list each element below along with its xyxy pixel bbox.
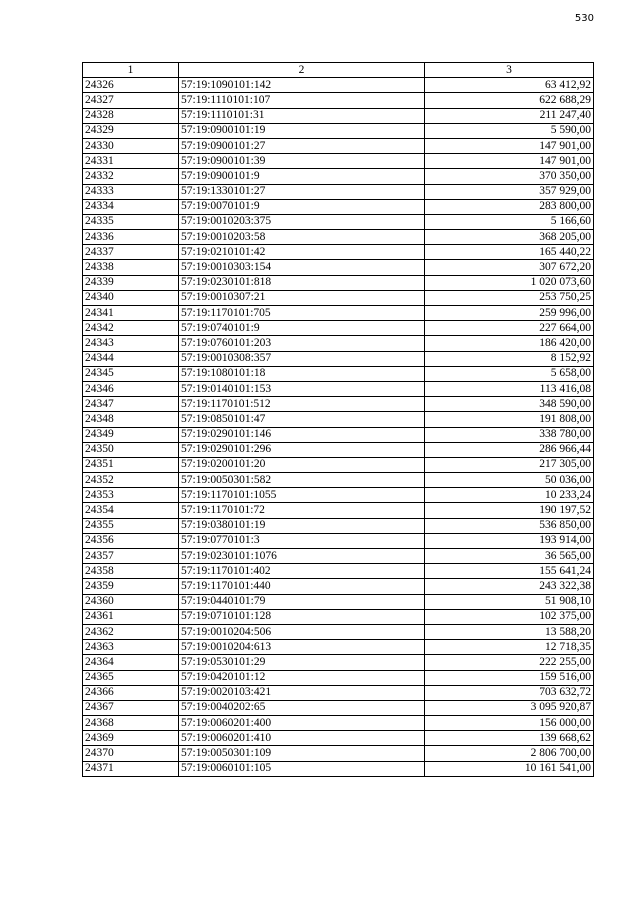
cadastral-value: 370 350,00 [425, 169, 594, 184]
cadastral-number: 57:19:0040202:65 [179, 700, 425, 715]
cadastral-number: 57:19:0210101:42 [179, 245, 425, 260]
cadastral-number: 57:19:0440101:79 [179, 594, 425, 609]
cadastral-value: 191 808,00 [425, 412, 594, 427]
row-number: 24340 [83, 290, 179, 305]
cadastral-value: 113 416,08 [425, 381, 594, 396]
table-row [83, 700, 594, 715]
row-number: 24342 [83, 321, 179, 336]
table-body [83, 78, 594, 777]
table-row [83, 138, 594, 153]
page-number: 530 [574, 13, 594, 24]
cadastral-value: 283 800,00 [425, 199, 594, 214]
table-row [83, 640, 594, 655]
row-number: 24348 [83, 412, 179, 427]
cadastral-value: 368 205,00 [425, 230, 594, 245]
table-row [83, 306, 594, 321]
table-row [83, 533, 594, 548]
cadastral-number: 57:19:1330101:27 [179, 184, 425, 199]
row-number: 24367 [83, 700, 179, 715]
cadastral-number: 57:19:1080101:18 [179, 366, 425, 381]
cadastral-value: 8 152,92 [425, 351, 594, 366]
table-row [83, 579, 594, 594]
cadastral-number: 57:19:1110101:107 [179, 93, 425, 108]
cadastral-value: 155 641,24 [425, 564, 594, 579]
column-header-2: 2 [179, 63, 425, 78]
table-row [83, 351, 594, 366]
row-number: 24356 [83, 533, 179, 548]
table-row [83, 746, 594, 761]
row-number: 24336 [83, 230, 179, 245]
row-number: 24339 [83, 275, 179, 290]
row-number: 24330 [83, 138, 179, 153]
cadastral-number: 57:19:0060201:400 [179, 716, 425, 731]
table-row [83, 427, 594, 442]
table-row [83, 290, 594, 305]
cadastral-value: 703 632,72 [425, 685, 594, 700]
table-row [83, 549, 594, 564]
table-row [83, 412, 594, 427]
row-number: 24333 [83, 184, 179, 199]
table-row [83, 78, 594, 93]
cadastral-number: 57:19:0010203:58 [179, 230, 425, 245]
cadastral-number: 57:19:1170101:1055 [179, 488, 425, 503]
cadastral-number: 57:19:0900101:9 [179, 169, 425, 184]
cadastral-number: 57:19:1170101:440 [179, 579, 425, 594]
table-row [83, 442, 594, 457]
cadastral-number: 57:19:0290101:146 [179, 427, 425, 442]
cadastral-number: 57:19:0850101:47 [179, 412, 425, 427]
cadastral-value: 5 658,00 [425, 366, 594, 381]
row-number: 24337 [83, 245, 179, 260]
table-row [83, 609, 594, 624]
table-row [83, 366, 594, 381]
table-row [83, 655, 594, 670]
row-number: 24362 [83, 624, 179, 639]
cadastral-number: 57:19:0530101:29 [179, 655, 425, 670]
cadastral-value: 12 718,35 [425, 640, 594, 655]
row-number: 24346 [83, 381, 179, 396]
row-number: 24326 [83, 78, 179, 93]
cadastral-value: 36 565,00 [425, 549, 594, 564]
cadastral-number: 57:19:0010204:613 [179, 640, 425, 655]
cadastral-number: 57:19:0060201:410 [179, 731, 425, 746]
table-row [83, 670, 594, 685]
cadastral-value: 13 588,20 [425, 624, 594, 639]
row-number: 24345 [83, 366, 179, 381]
table-row [83, 184, 594, 199]
cadastral-value: 259 996,00 [425, 306, 594, 321]
table-row [83, 731, 594, 746]
cadastral-number: 57:19:0760101:203 [179, 336, 425, 351]
row-number: 24370 [83, 746, 179, 761]
table-row [83, 685, 594, 700]
cadastral-value: 51 908,10 [425, 594, 594, 609]
row-number: 24327 [83, 93, 179, 108]
cadastral-value: 165 440,22 [425, 245, 594, 260]
column-header-1: 1 [83, 63, 179, 78]
table-row [83, 503, 594, 518]
cadastral-number: 57:19:0380101:19 [179, 518, 425, 533]
table-row [83, 230, 594, 245]
cadastral-number: 57:19:1110101:31 [179, 108, 425, 123]
row-number: 24352 [83, 473, 179, 488]
cadastral-number: 57:19:1090101:142 [179, 78, 425, 93]
table-row [83, 457, 594, 472]
cadastral-number: 57:19:1170101:402 [179, 564, 425, 579]
row-number: 24363 [83, 640, 179, 655]
cadastral-value: 243 322,38 [425, 579, 594, 594]
table-row [83, 488, 594, 503]
cadastral-value: 147 901,00 [425, 154, 594, 169]
table-row [83, 397, 594, 412]
cadastral-number: 57:19:0770101:3 [179, 533, 425, 548]
cadastral-value: 159 516,00 [425, 670, 594, 685]
cadastral-number: 57:19:0010308:357 [179, 351, 425, 366]
row-number: 24371 [83, 761, 179, 776]
row-number: 24359 [83, 579, 179, 594]
cadastral-number: 57:19:0050301:109 [179, 746, 425, 761]
cadastral-value: 193 914,00 [425, 533, 594, 548]
row-number: 24350 [83, 442, 179, 457]
cadastral-value: 338 780,00 [425, 427, 594, 442]
cadastral-value: 253 750,25 [425, 290, 594, 305]
table-row [83, 473, 594, 488]
cadastral-number: 57:19:0420101:12 [179, 670, 425, 685]
cadastral-value: 147 901,00 [425, 138, 594, 153]
cadastral-value: 10 233,24 [425, 488, 594, 503]
row-number: 24338 [83, 260, 179, 275]
table-row [83, 761, 594, 776]
registry-table [82, 62, 594, 777]
cadastral-value: 1 020 073,60 [425, 275, 594, 290]
row-number: 24334 [83, 199, 179, 214]
header-row [83, 63, 594, 78]
row-number: 24358 [83, 564, 179, 579]
cadastral-value: 186 420,00 [425, 336, 594, 351]
row-number: 24357 [83, 549, 179, 564]
row-number: 24343 [83, 336, 179, 351]
cadastral-value: 5 166,60 [425, 214, 594, 229]
table-row [83, 199, 594, 214]
table-row [83, 154, 594, 169]
cadastral-number: 57:19:0020103:421 [179, 685, 425, 700]
row-number: 24331 [83, 154, 179, 169]
cadastral-number: 57:19:1170101:72 [179, 503, 425, 518]
table-row [83, 381, 594, 396]
table-row [83, 214, 594, 229]
row-number: 24341 [83, 306, 179, 321]
cadastral-value: 5 590,00 [425, 123, 594, 138]
cadastral-number: 57:19:1170101:512 [179, 397, 425, 412]
table-row [83, 260, 594, 275]
row-number: 24355 [83, 518, 179, 533]
cadastral-number: 57:19:0050301:582 [179, 473, 425, 488]
cadastral-value: 190 197,52 [425, 503, 594, 518]
table-row [83, 275, 594, 290]
row-number: 24366 [83, 685, 179, 700]
cadastral-value: 102 375,00 [425, 609, 594, 624]
column-header-3: 3 [425, 63, 594, 78]
row-number: 24365 [83, 670, 179, 685]
cadastral-number: 57:19:0010203:375 [179, 214, 425, 229]
table-row [83, 564, 594, 579]
row-number: 24335 [83, 214, 179, 229]
cadastral-number: 57:19:0010204:506 [179, 624, 425, 639]
cadastral-value: 63 412,92 [425, 78, 594, 93]
cadastral-number: 57:19:0900101:19 [179, 123, 425, 138]
table-row [83, 716, 594, 731]
table-row [83, 169, 594, 184]
row-number: 24364 [83, 655, 179, 670]
cadastral-number: 57:19:0010303:154 [179, 260, 425, 275]
row-number: 24361 [83, 609, 179, 624]
cadastral-value: 50 036,00 [425, 473, 594, 488]
row-number: 24328 [83, 108, 179, 123]
row-number: 24360 [83, 594, 179, 609]
table-row [83, 624, 594, 639]
cadastral-number: 57:19:0140101:153 [179, 381, 425, 396]
cadastral-value: 286 966,44 [425, 442, 594, 457]
cadastral-number: 57:19:0900101:39 [179, 154, 425, 169]
cadastral-number: 57:19:0200101:20 [179, 457, 425, 472]
row-number: 24354 [83, 503, 179, 518]
table-row [83, 245, 594, 260]
cadastral-number: 57:19:1170101:705 [179, 306, 425, 321]
row-number: 24344 [83, 351, 179, 366]
cadastral-number: 57:19:0010307:21 [179, 290, 425, 305]
cadastral-number: 57:19:0740101:9 [179, 321, 425, 336]
cadastral-number: 57:19:0060101:105 [179, 761, 425, 776]
cadastral-value: 357 929,00 [425, 184, 594, 199]
row-number: 24353 [83, 488, 179, 503]
cadastral-value: 211 247,40 [425, 108, 594, 123]
cadastral-value: 222 255,00 [425, 655, 594, 670]
cadastral-value: 307 672,20 [425, 260, 594, 275]
cadastral-value: 156 000,00 [425, 716, 594, 731]
cadastral-value: 536 850,00 [425, 518, 594, 533]
table-row [83, 336, 594, 351]
cadastral-number: 57:19:0230101:1076 [179, 549, 425, 564]
table-row [83, 93, 594, 108]
row-number: 24332 [83, 169, 179, 184]
cadastral-number: 57:19:0290101:296 [179, 442, 425, 457]
cadastral-value: 217 305,00 [425, 457, 594, 472]
table-row [83, 594, 594, 609]
cadastral-number: 57:19:0070101:9 [179, 199, 425, 214]
row-number: 24351 [83, 457, 179, 472]
cadastral-value: 2 806 700,00 [425, 746, 594, 761]
cadastral-number: 57:19:0900101:27 [179, 138, 425, 153]
table-row [83, 108, 594, 123]
cadastral-value: 622 688,29 [425, 93, 594, 108]
cadastral-number: 57:19:0230101:818 [179, 275, 425, 290]
table-row [83, 518, 594, 533]
row-number: 24347 [83, 397, 179, 412]
cadastral-value: 227 664,00 [425, 321, 594, 336]
cadastral-number: 57:19:0710101:128 [179, 609, 425, 624]
cadastral-value: 348 590,00 [425, 397, 594, 412]
table-row [83, 123, 594, 138]
row-number: 24349 [83, 427, 179, 442]
cadastral-value: 3 095 920,87 [425, 700, 594, 715]
row-number: 24329 [83, 123, 179, 138]
row-number: 24369 [83, 731, 179, 746]
cadastral-value: 10 161 541,00 [425, 761, 594, 776]
row-number: 24368 [83, 716, 179, 731]
table-row [83, 321, 594, 336]
cadastral-value: 139 668,62 [425, 731, 594, 746]
